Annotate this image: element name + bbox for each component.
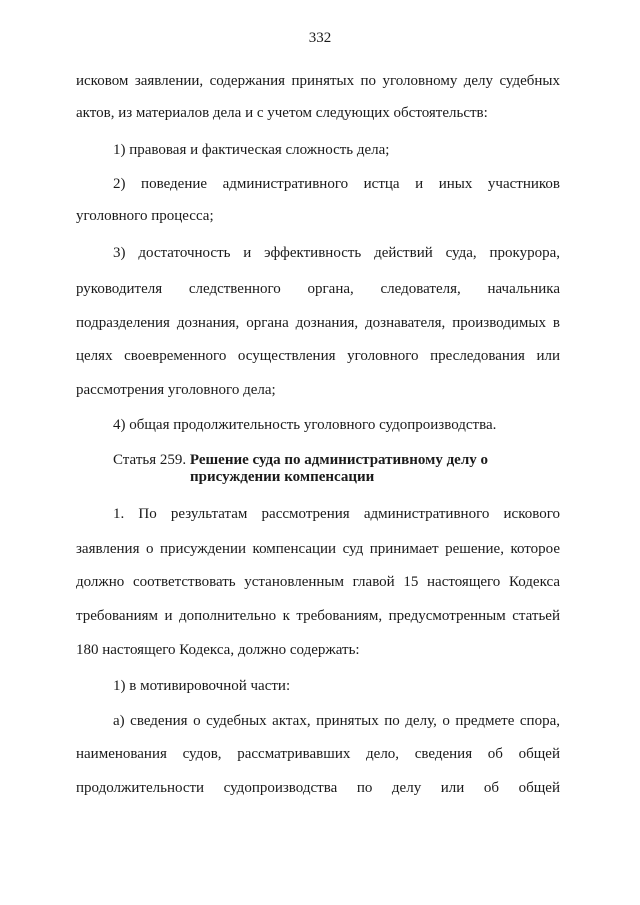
text-line: уголовного процесса;	[76, 208, 214, 224]
text-line: руководителя следственного органа, следователя, начальника	[76, 281, 560, 297]
text-line: должно соответствовать установленным главой 15 настоящего Кодекса	[76, 574, 560, 590]
text-line: заявления о присуждении компенсации суд принимает решение, которое	[76, 541, 560, 557]
article-prefix: Статья 259.	[113, 452, 187, 468]
list-item: 2) поведение административного истца и иных участников	[113, 176, 560, 192]
text-line: актов, из материалов дела и с учетом следующих обстоятельств:	[76, 105, 488, 121]
list-item: а) сведения о судебных актах, принятых по делу, о предмете спора,	[113, 713, 560, 729]
paragraph-start: 1. По результатам рассмотрения административного искового	[113, 506, 560, 522]
list-item: 4) общая продолжительность уголовного судопроизводства.	[113, 417, 497, 433]
text-line: продолжительности судопроизводства по делу или об общей	[76, 780, 560, 796]
text-line: целях своевременного осуществления уголовного преследования или	[76, 348, 560, 364]
article-heading-cont	[190, 468, 374, 486]
text-line: рассмотрения уголовного дела;	[76, 382, 276, 398]
article-title-line2: присуждении компенсации	[190, 469, 375, 485]
article-heading	[113, 451, 488, 469]
list-item: 1) правовая и фактическая сложность дела;	[113, 142, 390, 158]
text-line: требованиям и дополнительно к требованиям, предусмотренным статьей	[76, 608, 560, 624]
list-item: 3) достаточность и эффективность действий суда, прокурора,	[113, 245, 560, 261]
article-title-line1: Решение суда по административному делу о	[189, 452, 488, 468]
text-line: наименования судов, рассматривавших дело, сведения об общей	[76, 746, 560, 762]
text-line: исковом заявлении, содержания принятых по уголовному делу судебных	[76, 73, 560, 89]
list-item: 1) в мотивировочной части:	[113, 678, 291, 694]
page-number: 332	[308, 30, 332, 46]
text-line: подразделения дознания, органа дознания, дознавателя, производимых в	[76, 315, 560, 331]
text-line: 180 настоящего Кодекса, должно содержать:	[76, 642, 360, 658]
